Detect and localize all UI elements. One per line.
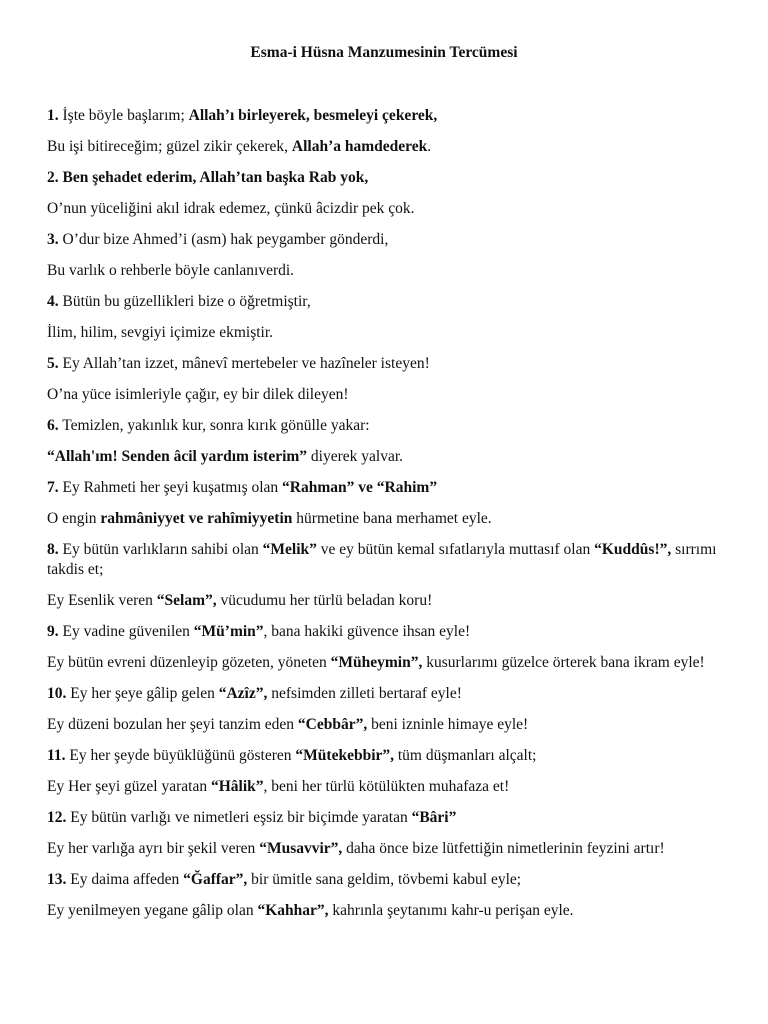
line-text-bold: “Allah'ım! Senden âcil yardım isterim” [47,448,308,465]
verse-line-9b [47,653,727,673]
line-text-bold: “Melik” [262,541,317,558]
line-text: Ey her varlığa ayrı bir şekil veren [47,840,260,857]
line-text-bold: “Cebbâr”, [297,716,368,733]
verse-line-11a [47,746,727,766]
line-text: nefsimden zilleti bertaraf eyle! [267,685,462,702]
line-text: Ey her şeye gâlip gelen [66,685,219,702]
line-text-bold: “Kuddûs!”, [594,541,672,558]
verse-number: 2. [47,169,59,186]
line-text: Ey Her şeyi güzel yaratan [47,778,211,795]
verse-number: 4. [47,293,59,310]
line-text: Ey bütün varlıkların sahibi olan [58,541,263,558]
document-title: Esma-i Hüsna Manzumesinin Tercümesi [250,44,518,61]
verse-number: 11. [47,747,66,764]
verse-number: 13. [47,871,67,888]
verse-number: 1. [47,107,59,124]
line-text-bold: rahmâniyyet ve rahîmiyyetin [100,510,293,527]
line-text-bold: “Mü’min” [193,623,264,640]
line-text-bold: “Selam”, [156,592,217,609]
line-text: Ey yenilmeyen yegane gâlip olan [47,902,258,919]
line-text: . [427,138,432,155]
line-text: , beni her türlü kötülükten muhafaza et! [263,778,510,795]
line-text: diyerek yalvar. [307,448,404,465]
verse-line-8a [47,540,727,580]
line-text: ve ey bütün kemal sıfatlarıyla muttasıf olan [316,541,595,558]
verse-number: 7. [47,479,59,496]
line-text: Temizlen, yakınlık kur, sonra kırık gönülle yakar: [58,417,370,434]
line-text: Ey Rahmeti her şeyi kuşatmış olan [58,479,283,496]
verse-number: 10. [47,685,67,702]
verse-line-10b [47,715,727,735]
line-text: Ey vadine güvenilen [58,623,194,640]
verse-number: 6. [47,417,59,434]
verse-line-11b [47,777,727,797]
verse-line-6a [47,416,727,436]
line-text-bold: “Musavvir”, [259,840,343,857]
line-text: , bana hakiki güvence ihsan eyle! [263,623,471,640]
verse-line-9a [47,622,727,642]
line-text-bold: “Azîz”, [218,685,268,702]
line-text: O’dur bize Ahmed’i (asm) hak peygamber gönderdi, [58,231,389,248]
line-text-bold: “Rahim” [376,479,438,496]
verse-number: 3. [47,231,59,248]
verse-line-4b [47,323,727,343]
verse-line-7a [47,478,727,498]
line-text: Ey bütün evreni düzenleyip gözeten, yöneten [47,654,331,671]
line-text-bold: “Müheymin”, [330,654,423,671]
line-text: Bu varlık o rehberle böyle canlanıverdi. [47,262,295,279]
line-text: Ey her şeyde büyüklüğünü gösteren [65,747,296,764]
verse-number: 8. [47,541,59,558]
line-text-bold: ve [354,479,377,496]
verse-line-4a [47,292,727,312]
verse-line-7b [47,509,727,529]
line-text-bold: “Bâri” [411,809,457,826]
verse-number: 12. [47,809,67,826]
verse-line-12a [47,808,727,828]
line-text-bold: Ben şehadet ederim, Allah’tan başka Rab yok, [62,169,369,186]
line-text: hürmetine bana merhamet eyle. [292,510,492,527]
line-text-bold: “Mütekebbir”, [295,747,394,764]
verse-line-8b [47,591,727,611]
verse-line-10a [47,684,727,704]
line-text: İlim, hilim, sevgiyi içimize ekmiştir. [47,324,274,341]
verse-line-2a [47,168,727,188]
line-text: tüm düşmanları alçalt; [394,747,537,764]
line-text: Ey bütün varlığı ve nimetleri eşsiz bir biçimde yaratan [66,809,412,826]
verse-line-1b [47,137,727,157]
line-text-bold: “Ğaffar”, [183,871,248,888]
line-text-bold: “Hâlik” [210,778,264,795]
line-text: kusurlarımı güzelce örterek bana ikram eyle! [422,654,705,671]
line-text: O’na yüce isimleriyle çağır, ey bir dilek dileyen! [47,386,349,403]
line-text: Ey daima affeden [66,871,184,888]
line-text: sırrımı takdis et; [47,541,717,578]
line-text: beni izninle himaye eyle! [367,716,529,733]
verse-line-5b [47,385,727,405]
verse-line-5a [47,354,727,374]
verse-line-1a [47,106,727,126]
verse-line-6b [47,447,727,467]
line-text: O engin [47,510,101,527]
verse-line-13a [47,870,727,890]
verse-line-2b [47,199,727,219]
line-text-bold: Allah’ı birleyerek, besmeleyi çekerek, [188,107,438,124]
line-text: daha önce bize lütfettiğin nimetlerinin feyzini artır! [342,840,665,857]
line-text: Ey düzeni bozulan her şeyi tanzim eden [47,716,298,733]
verse-number: 9. [47,623,59,640]
line-text: Bu işi bitireceğim; güzel zikir çekerek, [47,138,292,155]
document-body [47,106,727,921]
verse-number: 5. [47,355,59,372]
line-text-bold: “Kahhar”, [257,902,329,919]
line-text: vücudumu her türlü beladan koru! [216,592,433,609]
line-text: O’nun yüceliğini akıl idrak edemez, çünkü âcizdir pek çok. [47,200,415,217]
verse-line-12b [47,839,727,859]
line-text: Bütün bu güzellikleri bize o öğretmiştir, [58,293,311,310]
line-text: kahrınla şeytanımı kahr-u perişan eyle. [328,902,574,919]
line-text: Ey Allah’tan izzet, mânevî mertebeler ve hazîneler isteyen! [58,355,430,372]
line-text-bold: “Rahman” [282,479,355,496]
line-text-bold: Allah’a hamdederek [291,138,428,155]
line-text: bir ümitle sana geldim, tövbemi kabul eyle; [247,871,522,888]
verse-line-3a [47,230,727,250]
line-text: Ey Esenlik veren [47,592,157,609]
verse-line-3b [47,261,727,281]
line-text: İşte böyle başlarım; [58,107,189,124]
verse-line-13b [47,901,727,921]
